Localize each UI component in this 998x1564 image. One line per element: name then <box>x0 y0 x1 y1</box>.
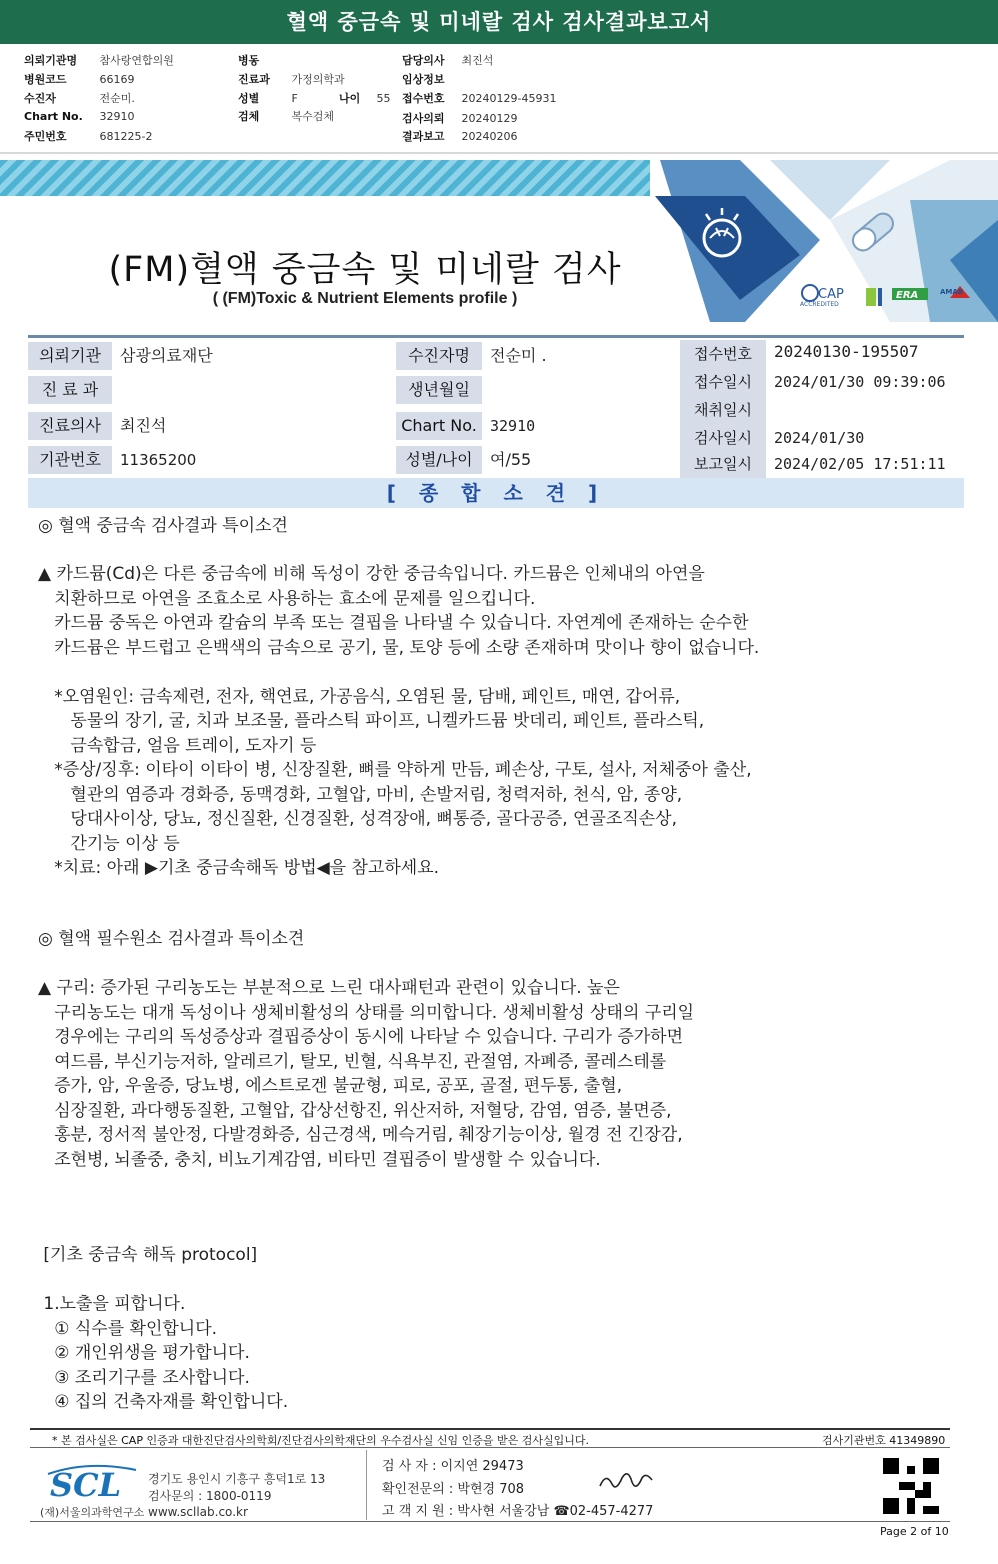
birth-label: 생년월일 <box>396 376 482 404</box>
header-label: 병동 <box>238 54 260 67</box>
cadmium-text-line: ▲ 카드뮴(Cd)은 다른 중금속에 비해 독성이 강한 중금속입니다. 카드뮴은 인체내의 아연을 <box>38 564 705 584</box>
cadmium-findings <box>38 562 759 881</box>
cadmium-text-line: 카드뮴 중독은 아연과 칼슘의 부족 또는 결핍을 나타낼 수 있습니다. 자연계에 존재하는 순수한 <box>38 613 749 633</box>
copper-text-line: ▲ 구리: 증가된 구리농도는 부분적으로 느린 대사패턴과 관련이 있습니다. 높은 <box>38 978 620 998</box>
header-col1-row <box>24 71 135 87</box>
svg-text:AMAB: AMAB <box>940 288 964 296</box>
svg-text:SCL: SCL <box>50 1466 122 1504</box>
header-col1-row <box>24 90 135 106</box>
chart-no-label: Chart No. <box>396 412 482 440</box>
header-label: 진료과 <box>238 73 270 86</box>
cadmium-text-line: 금속합금, 얼음 트레이, 도자기 등 <box>38 735 317 756</box>
header-label: 병원코드 <box>24 73 67 86</box>
header-col2-row <box>238 108 334 124</box>
doctor-value: 최진석 <box>120 416 167 435</box>
mineral-heading: ◎ 혈액 필수원소 검사결과 특이소견 <box>38 929 305 949</box>
header-label: 주민번호 <box>24 130 67 143</box>
page-number: Page 2 of 10 <box>880 1525 949 1538</box>
sex-age-label: 성별/나이 <box>396 446 482 474</box>
protocol-text-line: ③ 조리기구를 조사합니다. <box>38 1367 250 1388</box>
certification-logo <box>866 288 882 306</box>
svg-text:ERA: ERA <box>896 290 919 301</box>
footer-support: 고 객 지 원 : 박사현 서울강남 ☎02-457-4277 <box>382 1504 654 1519</box>
header-value: 20240129-45931 <box>461 92 557 105</box>
header-col2-row <box>238 71 345 87</box>
header-label: 임상정보 <box>402 73 445 86</box>
footer-divider <box>30 1447 950 1448</box>
cadmium-text-line: 혈관의 염증과 경화증, 동맥경화, 고혈압, 마비, 손발저림, 청력저하, 천식, 암, 종양, <box>38 784 683 805</box>
header-label: 접수번호 <box>402 92 445 105</box>
header-value: 55 <box>376 92 391 105</box>
signature-image <box>596 1468 656 1494</box>
svg-text:CAP: CAP <box>818 287 844 302</box>
protocol-text-line: [기초 중금속 해독 protocol] <box>38 1245 258 1265</box>
header-col1-row <box>24 128 152 144</box>
header-col3-row <box>402 110 518 126</box>
header-label: 결과보고 <box>402 130 445 143</box>
doctor-label: 진료의사 <box>28 412 112 440</box>
receipt-no-label: 접수번호 <box>680 340 766 368</box>
header-info <box>0 44 998 154</box>
summary-title: [ 종 합 소 견 ] <box>28 478 964 508</box>
test-date-value: 2024/01/30 <box>774 429 865 447</box>
header-col1-row <box>24 52 174 68</box>
inst-no-value: 11365200 <box>120 451 197 469</box>
header-value: F <box>291 92 298 105</box>
cadmium-text-line: 간기능 이상 등 <box>38 833 180 854</box>
protocol-text-line: ① 식수를 확인합니다. <box>38 1318 218 1339</box>
header-label: 검사의뢰 <box>402 112 445 125</box>
header-value: 66169 <box>99 73 135 86</box>
footer-website[interactable]: www.scllab.co.kr <box>148 1505 248 1519</box>
protocol-text-line: 1.노출을 피합니다. <box>38 1294 186 1314</box>
report-date-value: 2024/02/05 17:51:11 <box>774 455 946 473</box>
copper-text-line: 심장질환, 과다행동질환, 고혈압, 갑상선항진, 위산저하, 저혈당, 감염, 염증, 불면증, <box>38 1100 672 1121</box>
header-col3-row <box>402 71 462 87</box>
footer-specialist: 확인전문의 : 박현경 708 <box>382 1482 525 1497</box>
header-label: 수진자 <box>24 92 56 105</box>
copper-text-line: 여드름, 부신기능저하, 알레르기, 탈모, 빈혈, 식욕부진, 관절염, 자폐증, 콜레스테롤 <box>38 1051 667 1072</box>
sex-age-value: 여/55 <box>490 450 532 469</box>
protocol-text-line: ② 개인위생을 평가합니다. <box>38 1343 250 1363</box>
copper-text-line: 증가, 암, 우울증, 당뇨병, 에스트로겐 불균형, 피로, 공포, 골절, 편두통, 출혈, <box>38 1076 623 1096</box>
qr-code-icon <box>883 1458 939 1514</box>
protocol-text-line <box>38 1268 288 1293</box>
cadmium-text-line: 당대사이상, 당뇨, 정신질환, 신경질환, 성격장애, 뼈통증, 골다공증, 연골조직손상, <box>38 809 677 829</box>
header-value: 전순미. <box>99 92 135 105</box>
footer-lab-number: 검사기관번호 41349890 <box>822 1434 946 1447</box>
header-value: 32910 <box>99 110 135 123</box>
protocol-text-line: ④ 집의 건축자재를 확인합니다. <box>38 1392 289 1412</box>
decorative-stripe <box>0 160 660 196</box>
institution-label: 의뢰기관 <box>28 342 112 370</box>
header-col1-row <box>24 110 135 123</box>
copper-text-line: 구리농도는 대개 독성이나 생체비활성의 상태를 의미합니다. 생체비활성 상태의 구리일 <box>38 1002 695 1023</box>
header-col3-row <box>402 128 518 144</box>
header-label: 담당의사 <box>402 54 445 67</box>
header-value: 최진석 <box>461 54 494 67</box>
header-col2-row <box>238 52 292 68</box>
cadmium-text-line: 동물의 장기, 굴, 치과 보조물, 플라스틱 파이프, 니켈카드뮴 밧데리, 페인트, 플라스틱, <box>38 711 705 731</box>
header-value: 20240129 <box>461 112 518 125</box>
collect-date-label: 채취일시 <box>680 396 766 424</box>
cadmium-text-line: *오염원인: 금속제련, 전자, 핵연료, 가공음식, 오염된 물, 담배, 페인트, 매연, 갑어류, <box>38 686 681 707</box>
cadmium-text-line: *치료: 아래 ▶기초 중금속해독 방법◀을 참고하세요. <box>38 858 440 878</box>
svg-text:ACCREDITED: ACCREDITED <box>800 301 839 308</box>
department-label: 진 료 과 <box>28 376 112 404</box>
inst-no-label: 기관번호 <box>28 446 112 474</box>
footer-divider <box>30 1428 950 1430</box>
header-col3-row <box>402 90 556 106</box>
cadmium-text-line: 카드뮴은 부드럽고 은백색의 금속으로 공기, 물, 토양 등에 소량 존재하며 맛이나 향이 없습니다. <box>38 637 760 658</box>
header-value: 가정의학과 <box>291 73 345 86</box>
heavy-metal-heading: ◎ 혈액 중금속 검사결과 특이소견 <box>38 516 288 536</box>
copper-findings <box>38 976 694 1172</box>
institution-value: 삼광의료재단 <box>120 346 213 365</box>
era-logo <box>892 288 928 301</box>
header-value: 681225-2 <box>99 130 153 143</box>
patient-name-value: 전순미 . <box>490 346 547 365</box>
footer-separator <box>366 1450 367 1520</box>
report-title: (FM)혈액 중금속 및 미네랄 검사 <box>108 250 622 290</box>
copper-text-line: 경우에는 구리의 독성증상과 결핍증상이 동시에 나타날 수 있습니다. 구리가 증가하면 <box>38 1027 684 1047</box>
header-col2-row <box>238 90 391 106</box>
test-date-label: 검사일시 <box>680 424 766 452</box>
header-label: 성별 <box>238 92 260 105</box>
footer-divider <box>30 1521 950 1522</box>
receipt-no-value: 20240130-195507 <box>774 342 919 361</box>
patient-info-table <box>28 335 964 473</box>
report-banner-title: 혈액 중금속 및 미네랄 검사 검사결과보고서 <box>0 0 998 44</box>
header-label: Chart No. <box>24 110 83 123</box>
footer-tester: 검 사 자 : 이지연 29473 <box>382 1459 524 1474</box>
copper-text-line: 조현병, 뇌졸중, 충치, 비뇨기계감염, 비타민 결핍증이 발생할 수 있습니다. <box>38 1149 601 1170</box>
header-col3-row <box>402 52 493 68</box>
header-value: 참사랑연합의원 <box>99 54 174 67</box>
footer-phone: 검사문의 : 1800-0119 <box>148 1489 272 1503</box>
chart-no-value: 32910 <box>490 417 536 435</box>
header-value: 20240206 <box>461 130 518 143</box>
scl-logo <box>42 1460 142 1504</box>
cadmium-text-line <box>38 660 759 685</box>
footer-org-name: (재)서울의과학연구소 <box>40 1506 145 1519</box>
copper-text-line: 홍분, 정서적 불안정, 다발경화증, 심근경색, 메슥거림, 췌장기능이상, 월경 전 긴장감, <box>38 1125 683 1145</box>
cadmium-text-line: 치환하므로 아연을 조효소로 사용하는 효소에 문제를 일으킵니다. <box>38 588 536 609</box>
footer-address: 경기도 용인시 기흥구 흥덕1로 13 <box>148 1472 326 1486</box>
detox-protocol <box>38 1243 288 1415</box>
footer-certification-note: * 본 검사실은 CAP 인증과 대한진단검사의학회/진단검사의학재단의 우수검사실 신임 인증을 받은 검사실입니다. <box>52 1434 590 1447</box>
cadmium-text-line: *증상/징후: 이타이 이타이 병, 신장질환, 뼈를 약하게 만듬, 폐손상, 구토, 설사, 저체중아 출산, <box>38 760 752 780</box>
patient-name-label: 수진자명 <box>396 342 482 370</box>
report-date-label: 보고일시 <box>680 450 766 478</box>
header-label: 검체 <box>238 110 260 123</box>
receipt-date-label: 접수일시 <box>680 368 766 396</box>
receipt-date-value: 2024/01/30 09:39:06 <box>774 373 946 391</box>
report-subtitle: ( (FM)Toxic & Nutrient Elements profile ) <box>212 290 518 307</box>
header-label: 나이 <box>339 92 361 105</box>
header-label: 의뢰기관명 <box>24 54 78 67</box>
header-value: 복수검체 <box>291 110 335 123</box>
